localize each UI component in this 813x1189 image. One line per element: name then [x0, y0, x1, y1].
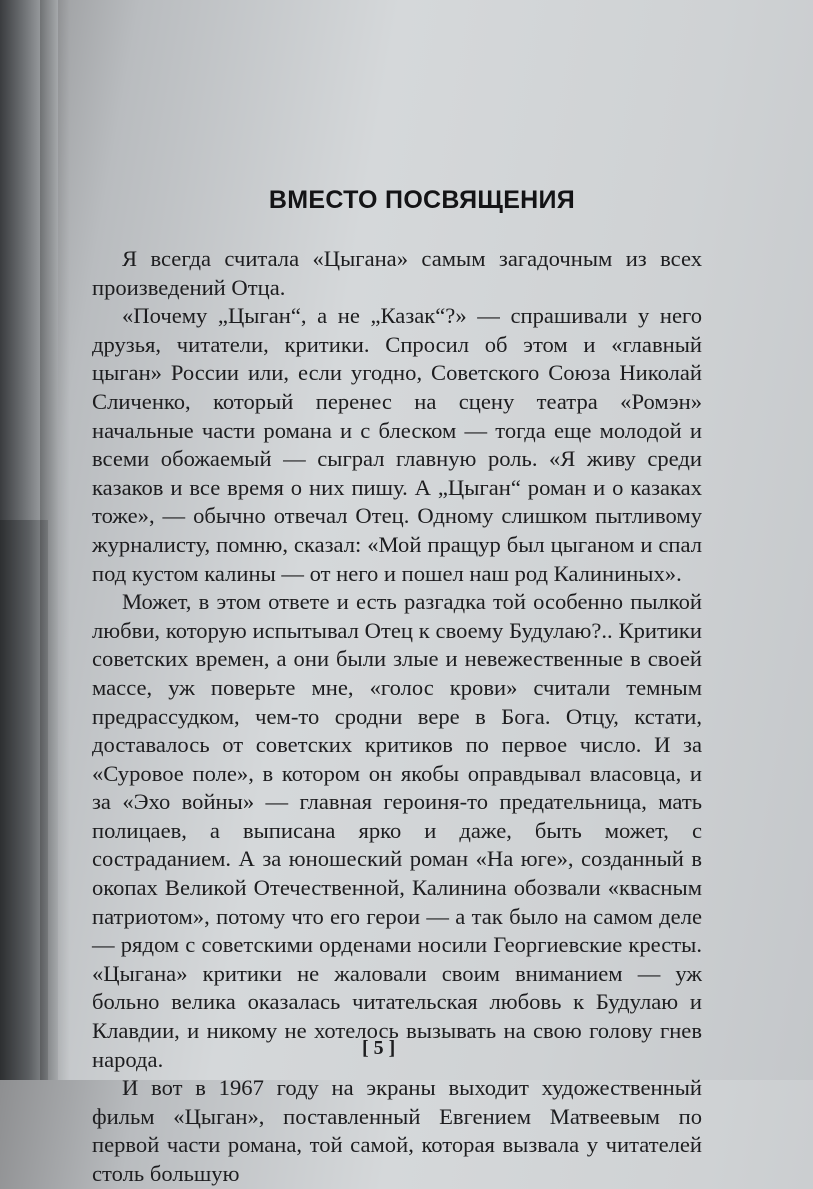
page-number-value: 5: [373, 1037, 384, 1059]
gutter-shadow: [40, 0, 70, 1080]
paragraph-4: И вот в 1967 году на экраны выходит художественный фильм «Цыган», поставленный Евгением Матвеевым по первой части романа, той самой, которая вызвала у читателей столь большую: [92, 1075, 702, 1186]
page-body: [92, 186, 702, 1189]
page-number-close-bracket: ]: [388, 1037, 396, 1059]
paragraph-1: Я всегда считала «Цыгана» самым загадочным из всех произведений Отца.: [92, 246, 702, 300]
page-number: [362, 1037, 395, 1060]
paragraph-2: «Почему „Цыган“, а не „Казак“?» — спрашивали у него друзья, читатели, критики. Спросил об этом и «главный цыган» России или, если угодно, Советского Союза Николай Сличенко, который перенес на сцену театра «Ромэн» начальные части романа и с блеском — тогда еще молодой и всеми обожаемый — сыграл главную роль. «Я живу среди казаков и все время о них пишу. А „Цыган“ роман и о казаках тоже», — обычно отвечал Отец. Одному слишком пытливому журналисту, помню, сказал: «Мой пращур был цыганом и спал под кустом калины — от него и пошел наш род Калининых».: [92, 303, 702, 586]
chapter-heading: ВМЕСТО ПОСВЯЩЕНИЯ: [268, 186, 576, 214]
page-number-open-bracket: [: [362, 1037, 369, 1059]
paragraph-3: Может, в этом ответе и есть разгадка той особенно пылкой любви, которую испытывал Отец к своему Будулаю?.. Критики советских времен, а они были злые и невежественные в своей массе, уж поверьте мне, «голос крови» считали темным предрассудком, чем-то сродни вере в Бога. Отцу, кстати, доставалось от советских критиков по первое число. И за «Суровое поле», в котором он якобы оправдывал власовца, и за «Эхо войны» — главная героиня-то предательница, мать полицаев, а выписана ярко и даже, быть может, с состраданием. А за юношеский роман «На юге», созданный в окопах Великой Отечественной, Калинина обозвали «квасным патриотом», потому что его герои — а так было на самом деле — рядом с советскими орденами носили Георгиевские кресты. «Цыгана» критики не жаловали своим вниманием — уж больно велика оказалась читательская любовь к Будулаю и Клавдии, и никому не хотелось вызывать на свою голову гнев народа.: [92, 589, 702, 1072]
